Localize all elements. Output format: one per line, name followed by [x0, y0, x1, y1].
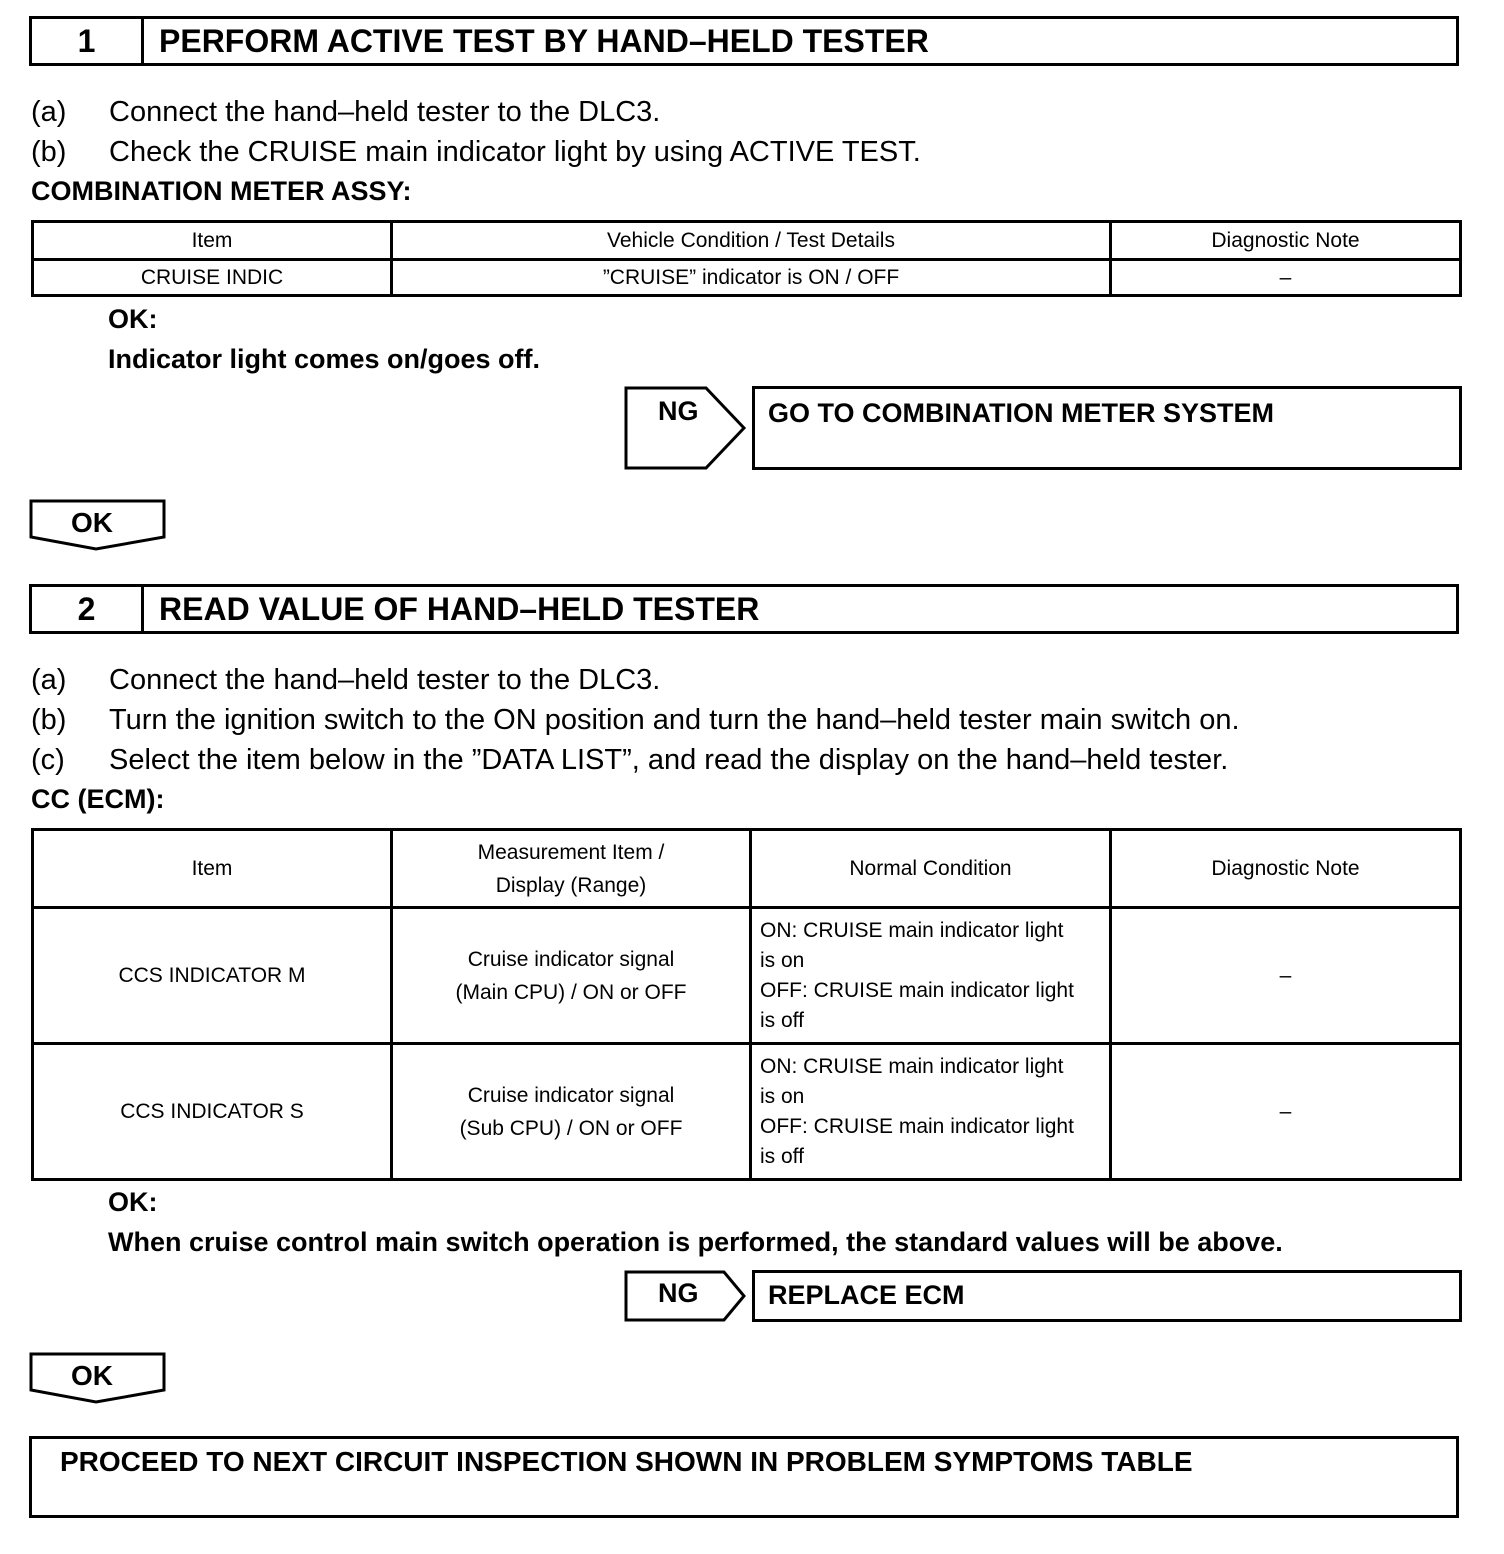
- substep-text: Turn the ignition switch to the ON position and turn the hand–held tester main switch on.: [109, 704, 1240, 736]
- cell-condition: ”CRUISE” indicator is ON / OFF: [392, 260, 1111, 296]
- step2-ok-flag: [29, 1352, 167, 1404]
- table-header-row: [33, 830, 1461, 908]
- cell-line: OFF: CRUISE main indicator light: [760, 1114, 1074, 1138]
- step1-ok-text: Indicator light comes on/goes off.: [108, 344, 541, 374]
- step1-title: PERFORM ACTIVE TEST BY HAND–HELD TESTER: [159, 23, 929, 59]
- cell-line: Cruise indicator signal: [467, 1083, 675, 1107]
- step2-ok-label: OK:: [108, 1187, 158, 1217]
- step1-section-label: COMBINATION METER ASSY:: [31, 176, 412, 206]
- substep-text: Connect the hand–held tester to the DLC3.: [109, 664, 661, 696]
- ng-label: NG: [658, 396, 699, 426]
- cell-line: (Sub CPU) / ON or OFF: [459, 1116, 683, 1140]
- substep-label: (b): [31, 136, 67, 168]
- step1-number: 1: [32, 19, 144, 63]
- final-action-box: [29, 1436, 1459, 1518]
- step1-ng-flag: [624, 386, 748, 470]
- col-header-normal: Normal Condition: [751, 830, 1111, 908]
- step1-ok-flag: [29, 499, 167, 551]
- ok-flag-label: OK: [71, 1360, 113, 1391]
- substep-label: (a): [31, 664, 67, 696]
- step1-table: [31, 220, 1462, 297]
- table-row: [33, 1044, 1461, 1180]
- final-action-text: PROCEED TO NEXT CIRCUIT INSPECTION SHOWN IN PROBLEM SYMPTOMS TABLE: [60, 1446, 1193, 1477]
- col-header-note: Diagnostic Note: [1111, 222, 1461, 260]
- table-row: [33, 908, 1461, 1044]
- header-line: Measurement Item /: [477, 840, 665, 864]
- cell-line: ON: CRUISE main indicator light: [760, 918, 1064, 942]
- table-header-row: [33, 222, 1461, 260]
- ok-flag-label: OK: [71, 507, 113, 538]
- col-header-measurement: [392, 830, 751, 908]
- cell-line: Cruise indicator signal: [467, 947, 675, 971]
- substep-text: Select the item below in the ”DATA LIST”, and read the display on the hand–held tester.: [109, 744, 1229, 776]
- step1-ng-action: [752, 386, 1462, 470]
- col-header-condition: Vehicle Condition / Test Details: [392, 222, 1111, 260]
- step2-title: READ VALUE OF HAND–HELD TESTER: [159, 591, 760, 627]
- cell-item: CCS INDICATOR S: [33, 1044, 392, 1180]
- ng-label: NG: [658, 1278, 699, 1308]
- cell-item: CRUISE INDIC: [33, 260, 392, 296]
- cell-line: is off: [760, 1144, 804, 1168]
- step2-section-label: CC (ECM):: [31, 784, 165, 814]
- cell-note: –: [1111, 1044, 1461, 1180]
- substep-text: Check the CRUISE main indicator light by using ACTIVE TEST.: [109, 136, 921, 168]
- cell-normal-condition: [751, 1044, 1111, 1180]
- table-row: [33, 260, 1461, 296]
- col-header-item: Item: [33, 222, 392, 260]
- cell-line: is on: [760, 948, 805, 972]
- cell-line: (Main CPU) / ON or OFF: [455, 980, 687, 1004]
- step2-ok-text: When cruise control main switch operation is performed, the standard values will be above.: [108, 1227, 1283, 1257]
- cell-line: OFF: CRUISE main indicator light: [760, 978, 1074, 1002]
- cell-note: –: [1111, 260, 1461, 296]
- cell-note: –: [1111, 908, 1461, 1044]
- cell-measurement: [392, 908, 751, 1044]
- substep-label: (a): [31, 96, 67, 128]
- substep-label: (c): [31, 744, 65, 776]
- ng-action-text: GO TO COMBINATION METER SYSTEM: [768, 398, 1275, 428]
- cell-line: is on: [760, 1084, 805, 1108]
- cell-line: is off: [760, 1008, 804, 1032]
- step2-ng-flag: [624, 1270, 748, 1322]
- cell-item: CCS INDICATOR M: [33, 908, 392, 1044]
- step2-table: [31, 828, 1462, 1181]
- cell-normal-condition: [751, 908, 1111, 1044]
- header-line: Display (Range): [495, 873, 647, 897]
- step2-ng-action: [752, 1270, 1462, 1322]
- step1-ok-label: OK:: [108, 304, 158, 334]
- col-header-note: Diagnostic Note: [1111, 830, 1461, 908]
- ng-action-text: REPLACE ECM: [768, 1280, 965, 1310]
- cell-line: ON: CRUISE main indicator light: [760, 1054, 1064, 1078]
- step2-number: 2: [32, 587, 144, 631]
- col-header-item: Item: [33, 830, 392, 908]
- step1-header: [29, 16, 1459, 66]
- substep-text: Connect the hand–held tester to the DLC3.: [109, 96, 661, 128]
- substep-label: (b): [31, 704, 67, 736]
- step2-header: [29, 584, 1459, 634]
- cell-measurement: [392, 1044, 751, 1180]
